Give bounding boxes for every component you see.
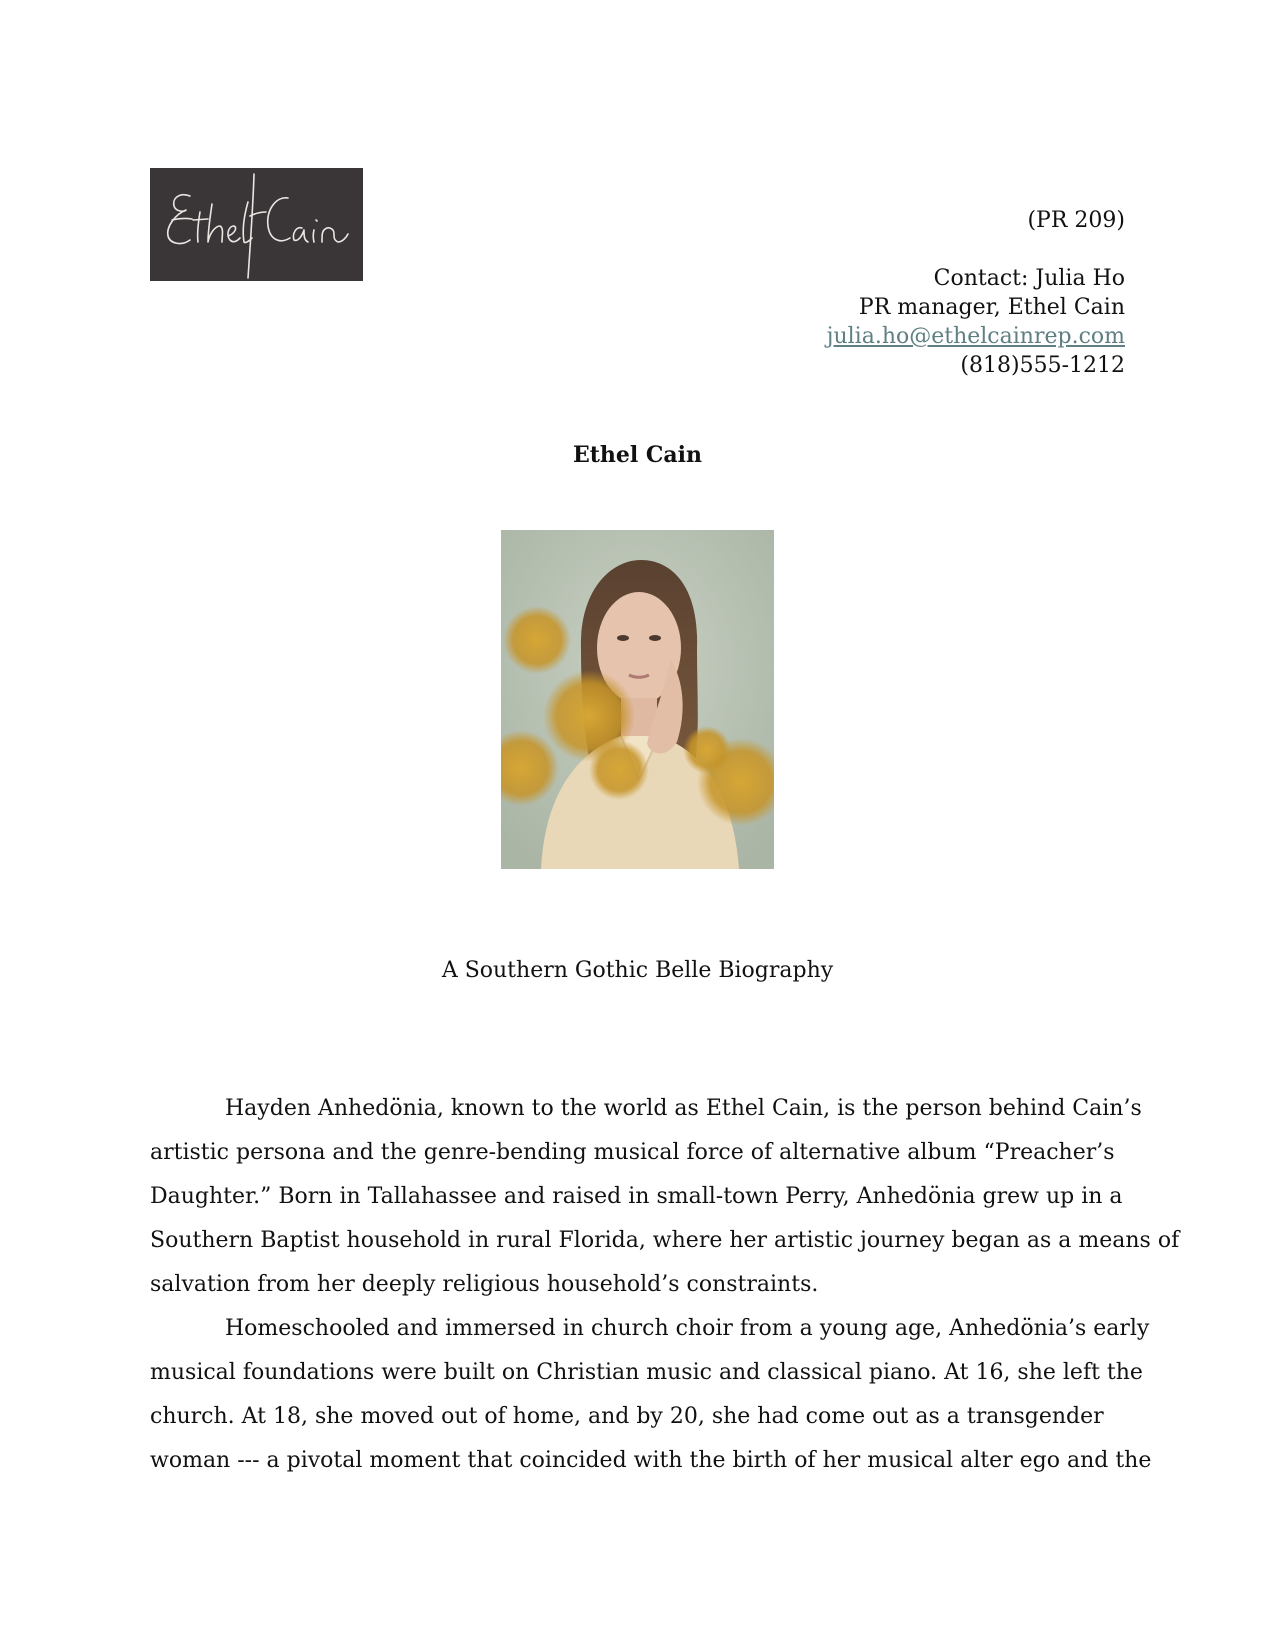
paragraph-line: church. At 18, she moved out of home, and by 20, she had come out as a transgender xyxy=(150,1404,1104,1429)
artist-portrait-photo xyxy=(501,530,774,869)
contact-name: Contact: Julia Ho xyxy=(933,266,1125,291)
ethel-cain-logo xyxy=(150,168,363,281)
document-title: Ethel Cain xyxy=(572,442,703,468)
pr-code: (PR 209) xyxy=(1027,208,1125,233)
paragraph-line: Hayden Anhedönia, known to the world as Ethel Cain, is the person behind Cain’s xyxy=(225,1096,1142,1121)
biography-body xyxy=(150,1087,1180,1483)
paragraph-line: musical foundations were built on Christian music and classical piano. At 16, she left the xyxy=(150,1360,1143,1385)
contact-phone: (818)555-1212 xyxy=(960,353,1125,378)
paragraph-line: woman --- a pivotal moment that coincided with the birth of her musical alter ego and the xyxy=(150,1448,1152,1473)
contact-email-link[interactable]: julia.ho@ethelcainrep.com xyxy=(826,324,1125,349)
paragraph-line: salvation from her deeply religious household’s constraints. xyxy=(150,1272,819,1297)
signature-logo-icon xyxy=(150,168,363,281)
paragraph-line: artistic persona and the genre-bending musical force of alternative album “Preacher’s xyxy=(150,1140,1115,1165)
paragraph-line: Southern Baptist household in rural Florida, where her artistic journey began as a means of xyxy=(150,1228,1180,1253)
paragraph-line: Homeschooled and immersed in church choir from a young age, Anhedönia’s early xyxy=(225,1316,1150,1341)
paragraph-line: Daughter.” Born in Tallahassee and raised in small-town Perry, Anhedönia grew up in a xyxy=(150,1184,1123,1209)
document-subtitle: A Southern Gothic Belle Biography xyxy=(441,958,834,983)
portrait-photo-icon xyxy=(501,530,774,869)
contact-role: PR manager, Ethel Cain xyxy=(858,295,1125,320)
contact-block xyxy=(605,206,1125,380)
